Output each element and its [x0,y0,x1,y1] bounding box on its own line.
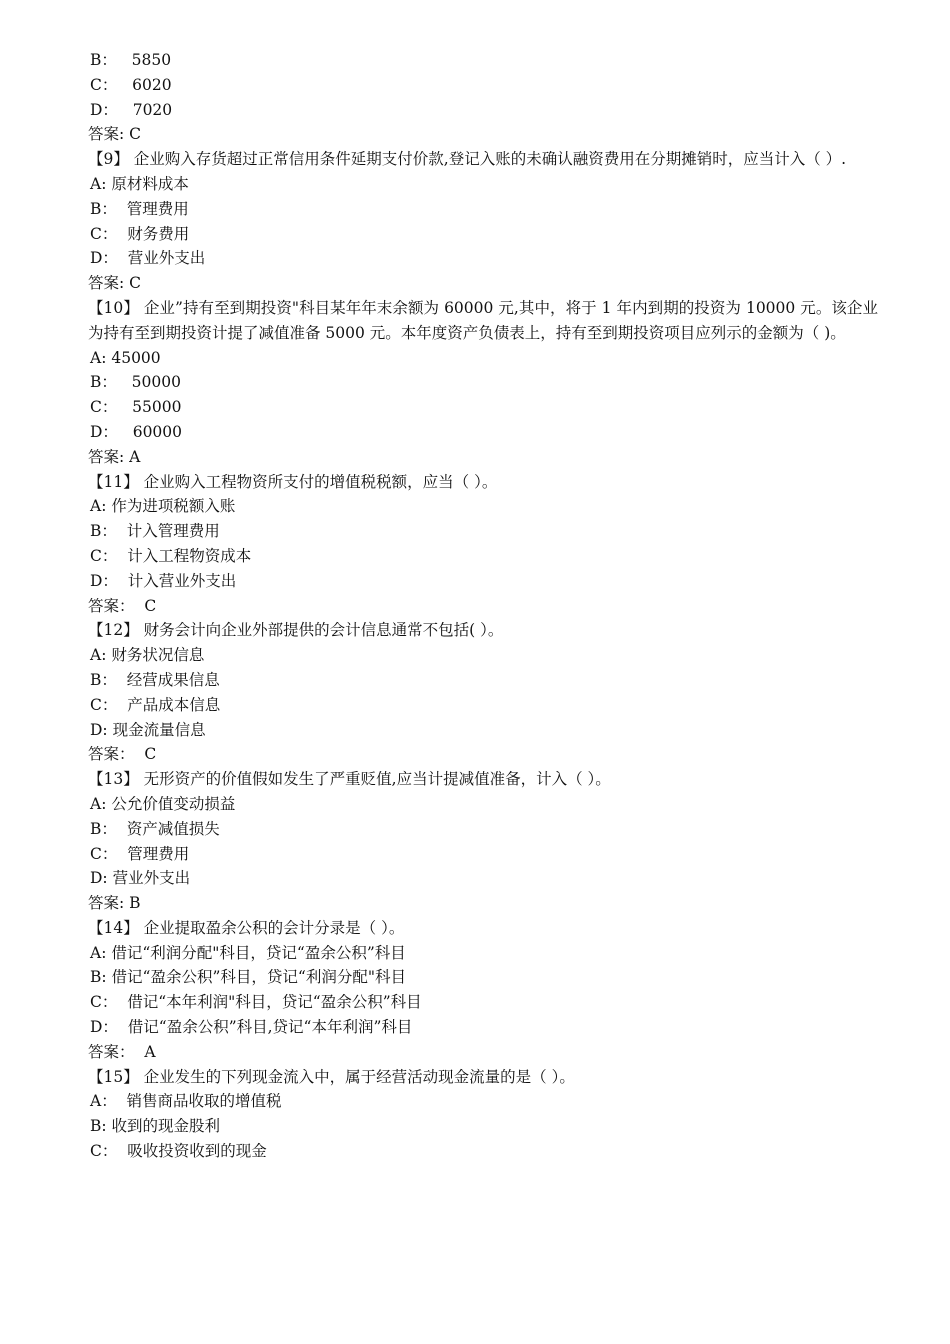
option-text: C： 6020 [90,75,172,94]
option-text: A: 财务状况信息 [90,646,205,665]
question-text: 【9】 企业购入存货超过正常信用条件延期支付价款,登记入账的未确认融资费用在分期摊销时，应当计入（ ）. [88,150,847,169]
option-text: D： 60000 [90,422,183,441]
answer-text: 答案: C [88,125,142,144]
question-text: 【11】 企业购入工程物资所支付的增值税税额，应当（ ）。 [88,472,498,491]
option-text: A: 公允价值变动损益 [90,794,236,813]
option-text: A: 作为进项税额入账 [90,497,236,516]
question-text: 【15】 企业发生的下列现金流入中，属于经营活动现金流量的是（ ）。 [88,1067,575,1086]
option-text: C： 产品成本信息 [90,695,221,714]
option-text: A： 销售商品收取的增值税 [90,1092,282,1111]
document-body [88,48,878,1164]
question-text: 【13】 无形资产的价值假如发生了严重贬值,应当计提减值准备，计入（ ）。 [88,770,611,789]
option-text: B： 5850 [90,51,172,69]
question-text: 【14】 企业提取盈余公积的会计分录是（ ）。 [88,918,405,937]
option-text: A: 原材料成本 [90,174,189,193]
option-text: D： 营业外支出 [90,249,206,268]
option-text: D： 计入营业外支出 [90,571,237,590]
answer-text: 答案： C [88,745,157,764]
option-text: C： 财务费用 [90,224,190,243]
question-text: 【12】 财务会计向企业外部提供的会计信息通常不包括( ）。 [88,621,504,640]
answer-text: 答案: A [88,447,141,466]
answer-text: 答案: C [88,274,142,293]
answer-text: 答案： A [88,1042,156,1061]
question-text: 【10】 企业”持有至到期投资"科目某年年末余额为 60000 元,其中，将于 1 年内到期的投资为 10000 元。该企业为持有至到期投资计提了减值准备 5000 元。本年度资产负债表上，持有至到期投资项目应列示的金额为（ )。 [88,298,878,342]
option-text: B： 管理费用 [90,199,189,218]
option-text: B: 收到的现金股利 [90,1117,221,1136]
option-text: D： 7020 [90,100,173,119]
option-text: A: 45000 [90,348,161,367]
option-text: C： 管理费用 [90,844,190,863]
answer-text: 答案: B [88,894,141,913]
option-text: B： 50000 [90,373,181,392]
option-text: B： 经营成果信息 [90,670,220,689]
option-text: D: 现金流量信息 [90,720,206,739]
option-text: B： 资产减值损失 [90,819,220,838]
option-text: C： 计入工程物资成本 [90,546,252,565]
answer-text: 答案： C [88,596,157,615]
option-text: C： 借记“本年利润"科目，贷记“盈余公积”科目 [90,993,422,1012]
option-text: D： 借记“盈余公积”科目,贷记“本年利润”科目 [90,1018,413,1037]
option-text: C： 吸收投资收到的现金 [90,1142,267,1161]
option-text: C： 55000 [90,398,182,417]
option-text: A: 借记“利润分配"科目，贷记“盈余公积”科目 [90,943,406,962]
option-text: B： 计入管理费用 [90,522,220,541]
option-text: B: 借记“盈余公积”科目，贷记“利润分配"科目 [90,968,406,987]
option-text: D: 营业外支出 [90,869,191,888]
